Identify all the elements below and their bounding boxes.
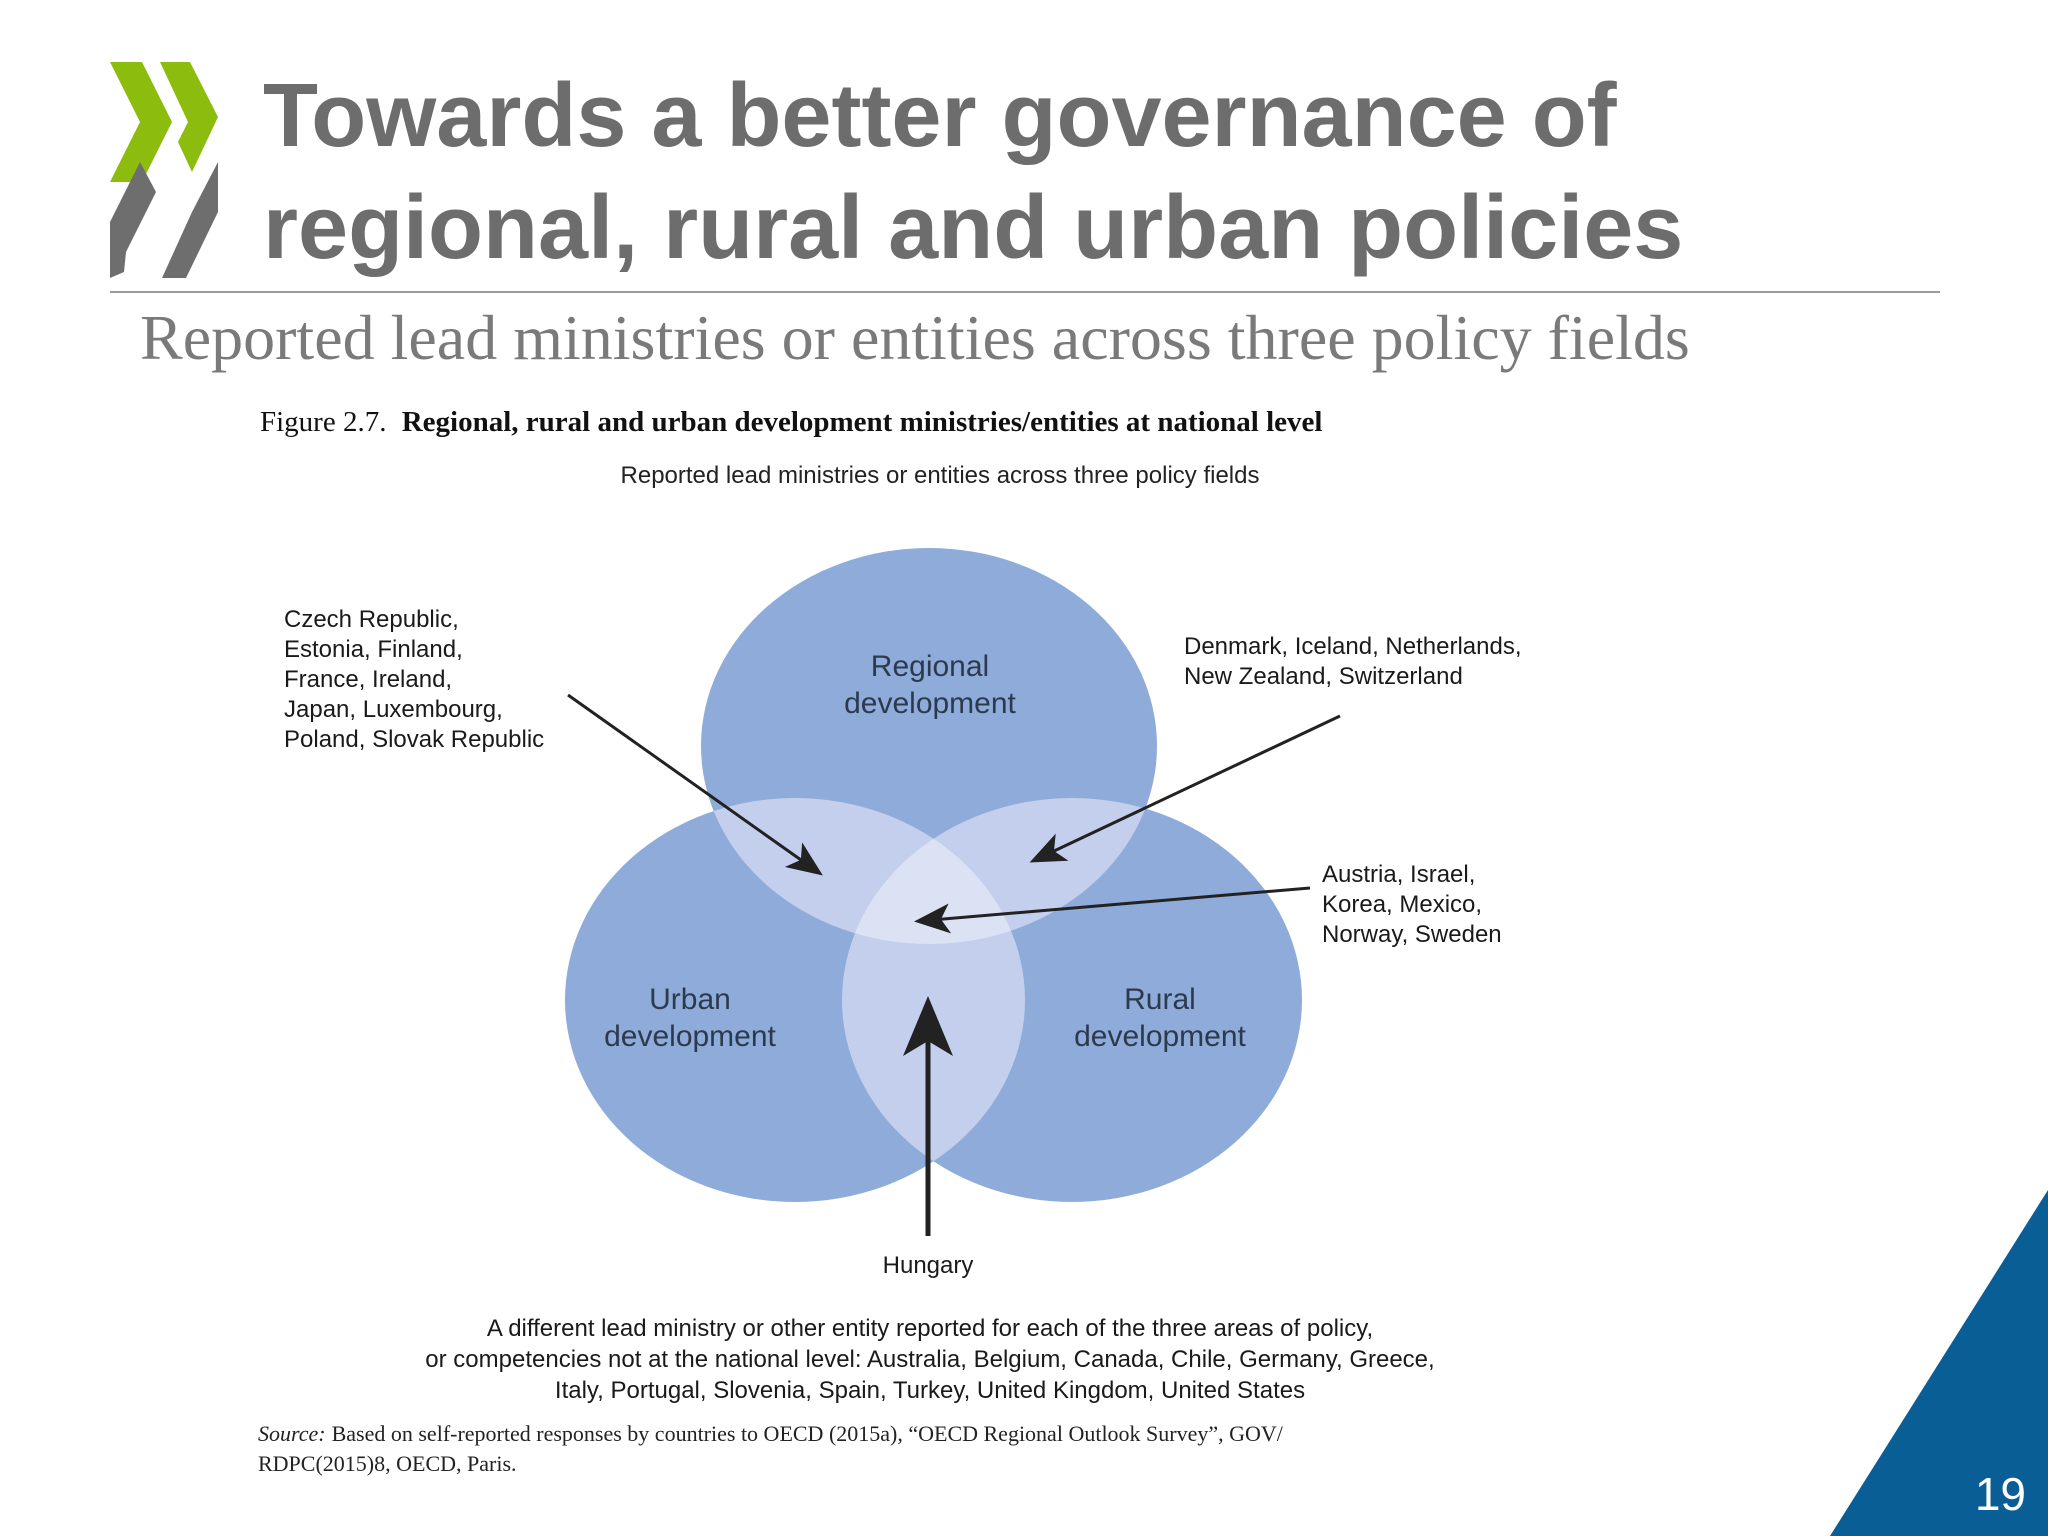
page-number: 19	[1974, 1468, 2026, 1520]
slide-title-line-2: regional, rural and urban policies	[263, 178, 1684, 278]
label-rural-development: Rural development	[1074, 983, 1246, 1053]
label-urban-development: Urban development	[604, 983, 776, 1053]
annotation-regional-rural: Denmark, Iceland, Netherlands, New Zealand, Switzerland	[1184, 633, 1522, 690]
figure-title: Regional, rural and urban development ministries/entities at national level	[401, 406, 1323, 438]
annotation-regional-urban: Czech Republic, Estonia, Finland, France, Ireland, Japan, Luxembourg, Poland, Slovak Republic	[284, 606, 545, 753]
annotation-all-three: Austria, Israel, Korea, Mexico, Norway, Sweden	[1322, 861, 1502, 948]
source-line-1: Source: Based on self-reported responses by countries to OECD (2015a), “OECD Regional Outlook Survey”, GOV/	[258, 1421, 1283, 1446]
slide-subtitle: Reported lead ministries or entities across three policy fields	[140, 302, 1690, 373]
source-line-2: RDPC(2015)8, OECD, Paris.	[258, 1451, 517, 1476]
figure-source	[258, 1419, 1698, 1479]
annotation-urban-rural: Hungary	[882, 1252, 974, 1279]
label-regional-development: Regional development	[844, 650, 1016, 720]
source-label: Source:	[258, 1421, 326, 1446]
figure-subtitle: Reported lead ministries or entities across three policy fields	[620, 462, 1260, 489]
slide-title-line-1: Towards a better governance of	[263, 66, 1617, 166]
figure-note: A different lead ministry or other entity reported for each of the three areas of policy, or competencies not at the national level: Australia, Belgium, Canada, Chile, Germany, Greece, Italy, Portugal, Slovenia, Spain, Turkey, United Kingdom, United States	[425, 1315, 1435, 1404]
figure-label: Figure 2.7.	[260, 406, 387, 438]
